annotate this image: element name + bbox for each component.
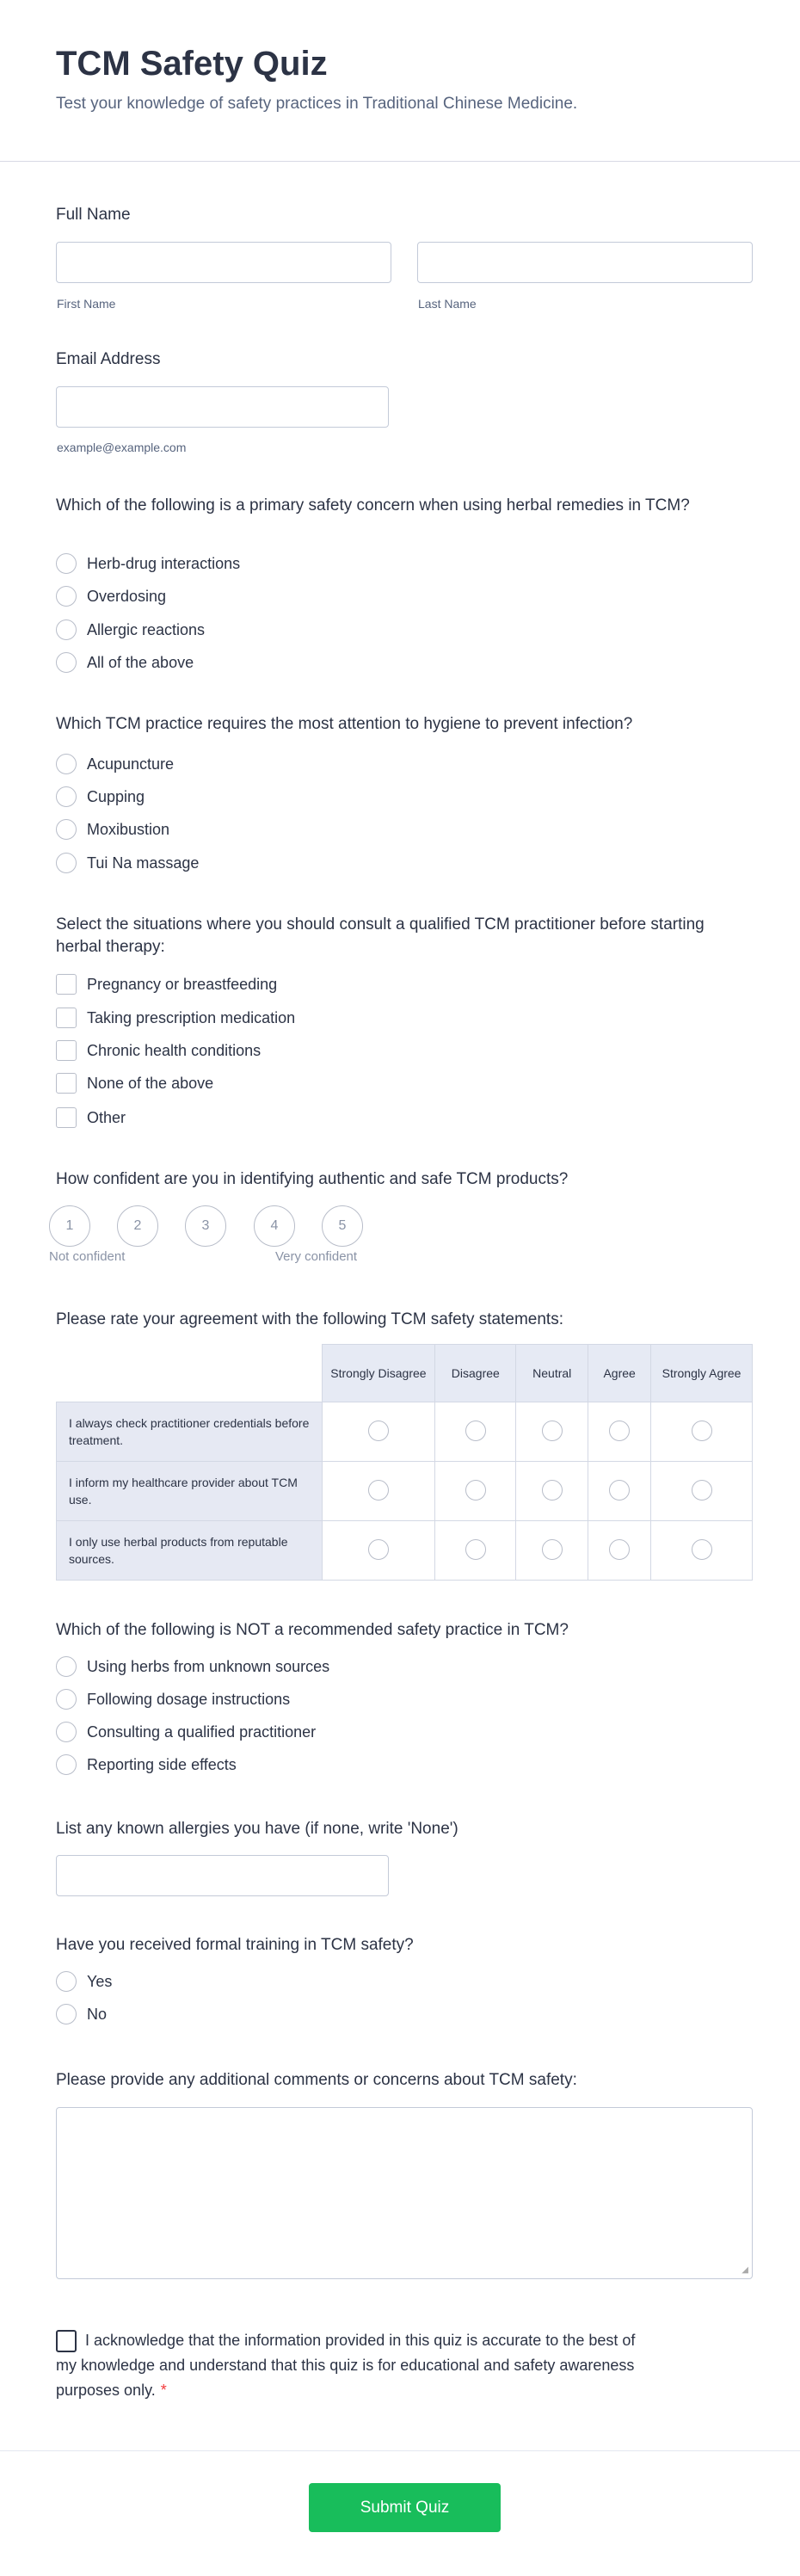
radio-button[interactable] <box>56 853 77 873</box>
q2-label: Which TCM practice requires the most attention to hygiene to prevent infection? <box>56 715 633 733</box>
q5-label: Please rate your agreement with the following TCM safety statements: <box>56 1310 563 1328</box>
acknowledge-checkbox[interactable] <box>56 2330 77 2352</box>
matrix-header-row <box>57 1345 753 1402</box>
radio-button[interactable] <box>56 1971 77 1992</box>
radio-button[interactable] <box>56 754 77 774</box>
option-label: Yes <box>87 1972 113 1990</box>
radio-button[interactable] <box>56 1722 77 1742</box>
matrix-radio[interactable] <box>368 1539 389 1560</box>
option-label: All of the above <box>87 653 194 671</box>
radio-button[interactable] <box>56 553 77 574</box>
matrix-radio[interactable] <box>465 1480 486 1501</box>
radio-button[interactable] <box>56 619 77 640</box>
q2-option[interactable] <box>56 817 169 842</box>
option-label: Tui Na massage <box>87 854 200 872</box>
submit-button[interactable]: Submit Quiz <box>309 2483 501 2532</box>
option-label: Overdosing <box>87 587 167 605</box>
matrix-column-header: Disagree <box>435 1345 516 1402</box>
option-label: Following dosage instructions <box>87 1690 291 1708</box>
q2-option[interactable] <box>56 850 199 876</box>
option-label: Consulting a qualified practitioner <box>87 1722 317 1741</box>
matrix-row <box>57 1402 753 1462</box>
first-name-input[interactable] <box>56 242 391 283</box>
radio-button[interactable] <box>56 2004 77 2024</box>
q6-option[interactable] <box>56 1654 329 1679</box>
q6-option[interactable] <box>56 1752 237 1778</box>
option-label: Allergic reactions <box>87 620 206 638</box>
q4-label: How confident are you in identifying authentic and safe TCM products? <box>56 1170 569 1188</box>
matrix-radio[interactable] <box>465 1539 486 1560</box>
acknowledge-text: I acknowledge that the information provided in this quiz is accurate to the best of my knowledge and understand that this quiz is for educational and safety awareness purposes only. <box>56 2332 636 2399</box>
comments-textarea[interactable] <box>56 2107 753 2279</box>
radio-button[interactable] <box>56 819 77 840</box>
acknowledgement <box>56 2328 658 2403</box>
matrix-column-header: Strongly Disagree <box>322 1345 435 1402</box>
radio-button[interactable] <box>56 652 77 673</box>
matrix-radio[interactable] <box>542 1539 563 1560</box>
option-label: No <box>87 2005 108 2023</box>
option-label: Pregnancy or breastfeeding <box>87 975 278 993</box>
option-label: Using herbs from unknown sources <box>87 1657 330 1675</box>
checkbox[interactable] <box>56 1040 77 1061</box>
q8-label: Have you received formal training in TCM safety? <box>56 1936 414 1954</box>
matrix-row-label: I only use herbal products from reputable sources. <box>57 1521 323 1581</box>
agreement-matrix <box>56 1344 753 1581</box>
page-title: TCM Safety Quiz <box>56 45 328 83</box>
checkbox[interactable] <box>56 1073 77 1094</box>
scale-option-3[interactable]: 3 <box>185 1205 226 1247</box>
matrix-row-label: I inform my healthcare provider about TCM use. <box>57 1462 323 1521</box>
q2-option[interactable] <box>56 751 174 777</box>
option-label: Taking prescription medication <box>87 1008 296 1026</box>
option-label: Other <box>87 1108 126 1126</box>
option-label: Herb-drug interactions <box>87 554 241 572</box>
matrix-radio[interactable] <box>542 1480 563 1501</box>
full-name-label: Full Name <box>56 206 131 224</box>
radio-button[interactable] <box>56 1754 77 1775</box>
email-input[interactable] <box>56 386 389 428</box>
page-subtitle: Test your knowledge of safety practices in Traditional Chinese Medicine. <box>56 95 578 113</box>
scale-option-4[interactable]: 4 <box>254 1205 295 1247</box>
q3-option[interactable] <box>56 1070 213 1096</box>
q2-option[interactable] <box>56 784 145 810</box>
matrix-row-label: I always check practitioner credentials before treatment. <box>57 1402 323 1462</box>
scale-option-1[interactable]: 1 <box>49 1205 90 1247</box>
first-name-sublabel: First Name <box>57 297 116 311</box>
matrix-radio[interactable] <box>692 1480 712 1501</box>
last-name-sublabel: Last Name <box>418 297 477 311</box>
q3-option[interactable] <box>56 1038 261 1063</box>
checkbox[interactable] <box>56 1008 77 1028</box>
matrix-radio[interactable] <box>465 1420 486 1441</box>
q1-option[interactable] <box>56 650 194 675</box>
matrix-row <box>57 1462 753 1521</box>
option-label: Chronic health conditions <box>87 1041 262 1059</box>
radio-button[interactable] <box>56 586 77 607</box>
radio-button[interactable] <box>56 786 77 807</box>
option-label: None of the above <box>87 1074 214 1092</box>
matrix-radio[interactable] <box>368 1420 389 1441</box>
q1-label: Which of the following is a primary safety concern when using herbal remedies in TCM? <box>56 496 690 515</box>
matrix-column-header: Strongly Agree <box>651 1345 753 1402</box>
q8-option[interactable] <box>56 1969 112 1994</box>
allergies-input[interactable] <box>56 1855 389 1896</box>
radio-button[interactable] <box>56 1689 77 1710</box>
matrix-radio[interactable] <box>692 1420 712 1441</box>
scale-max-label: Very confident <box>275 1249 358 1264</box>
radio-button[interactable] <box>56 1656 77 1677</box>
q3-option[interactable] <box>56 1005 295 1031</box>
q9-label: Please provide any additional comments or concerns about TCM safety: <box>56 2071 577 2089</box>
option-label: Reporting side effects <box>87 1755 237 1773</box>
matrix-radio[interactable] <box>368 1480 389 1501</box>
q1-option[interactable] <box>56 583 166 609</box>
header-divider <box>0 161 800 162</box>
option-label: Cupping <box>87 787 145 805</box>
matrix-column-header: Neutral <box>516 1345 588 1402</box>
matrix-corner <box>57 1345 323 1402</box>
q6-option[interactable] <box>56 1719 316 1745</box>
last-name-input[interactable] <box>417 242 753 283</box>
matrix-row <box>57 1521 753 1581</box>
matrix-radio[interactable] <box>609 1420 630 1441</box>
scale-min-label: Not confident <box>49 1249 126 1264</box>
matrix-radio[interactable] <box>609 1480 630 1501</box>
q1-option[interactable] <box>56 551 240 576</box>
matrix-radio[interactable] <box>542 1420 563 1441</box>
required-asterisk: * <box>160 2382 167 2399</box>
q3-option[interactable] <box>56 1105 126 1131</box>
matrix-column-header: Agree <box>588 1345 651 1402</box>
q1-option[interactable] <box>56 617 205 643</box>
q3-label: Select the situations where you should consult a qualified TCM practitioner before starting herbal therapy: <box>56 915 705 956</box>
q6-option[interactable] <box>56 1686 290 1712</box>
matrix-radio[interactable] <box>692 1539 712 1560</box>
email-label: Email Address <box>56 350 161 368</box>
scale-option-5[interactable]: 5 <box>322 1205 363 1247</box>
scale-option-2[interactable]: 2 <box>117 1205 158 1247</box>
option-label: Acupuncture <box>87 755 175 773</box>
footer-divider <box>0 2450 800 2451</box>
checkbox[interactable] <box>56 974 77 995</box>
q6-label: Which of the following is NOT a recommended safety practice in TCM? <box>56 1621 569 1639</box>
q8-option[interactable] <box>56 2001 107 2027</box>
resize-handle-icon[interactable]: ◢ <box>742 2265 748 2275</box>
email-sublabel: example@example.com <box>57 441 187 454</box>
option-label: Moxibustion <box>87 820 170 838</box>
q3-option[interactable] <box>56 971 277 997</box>
checkbox[interactable] <box>56 1107 77 1128</box>
q7-label: List any known allergies you have (if none, write 'None') <box>56 1820 458 1838</box>
matrix-radio[interactable] <box>609 1539 630 1560</box>
